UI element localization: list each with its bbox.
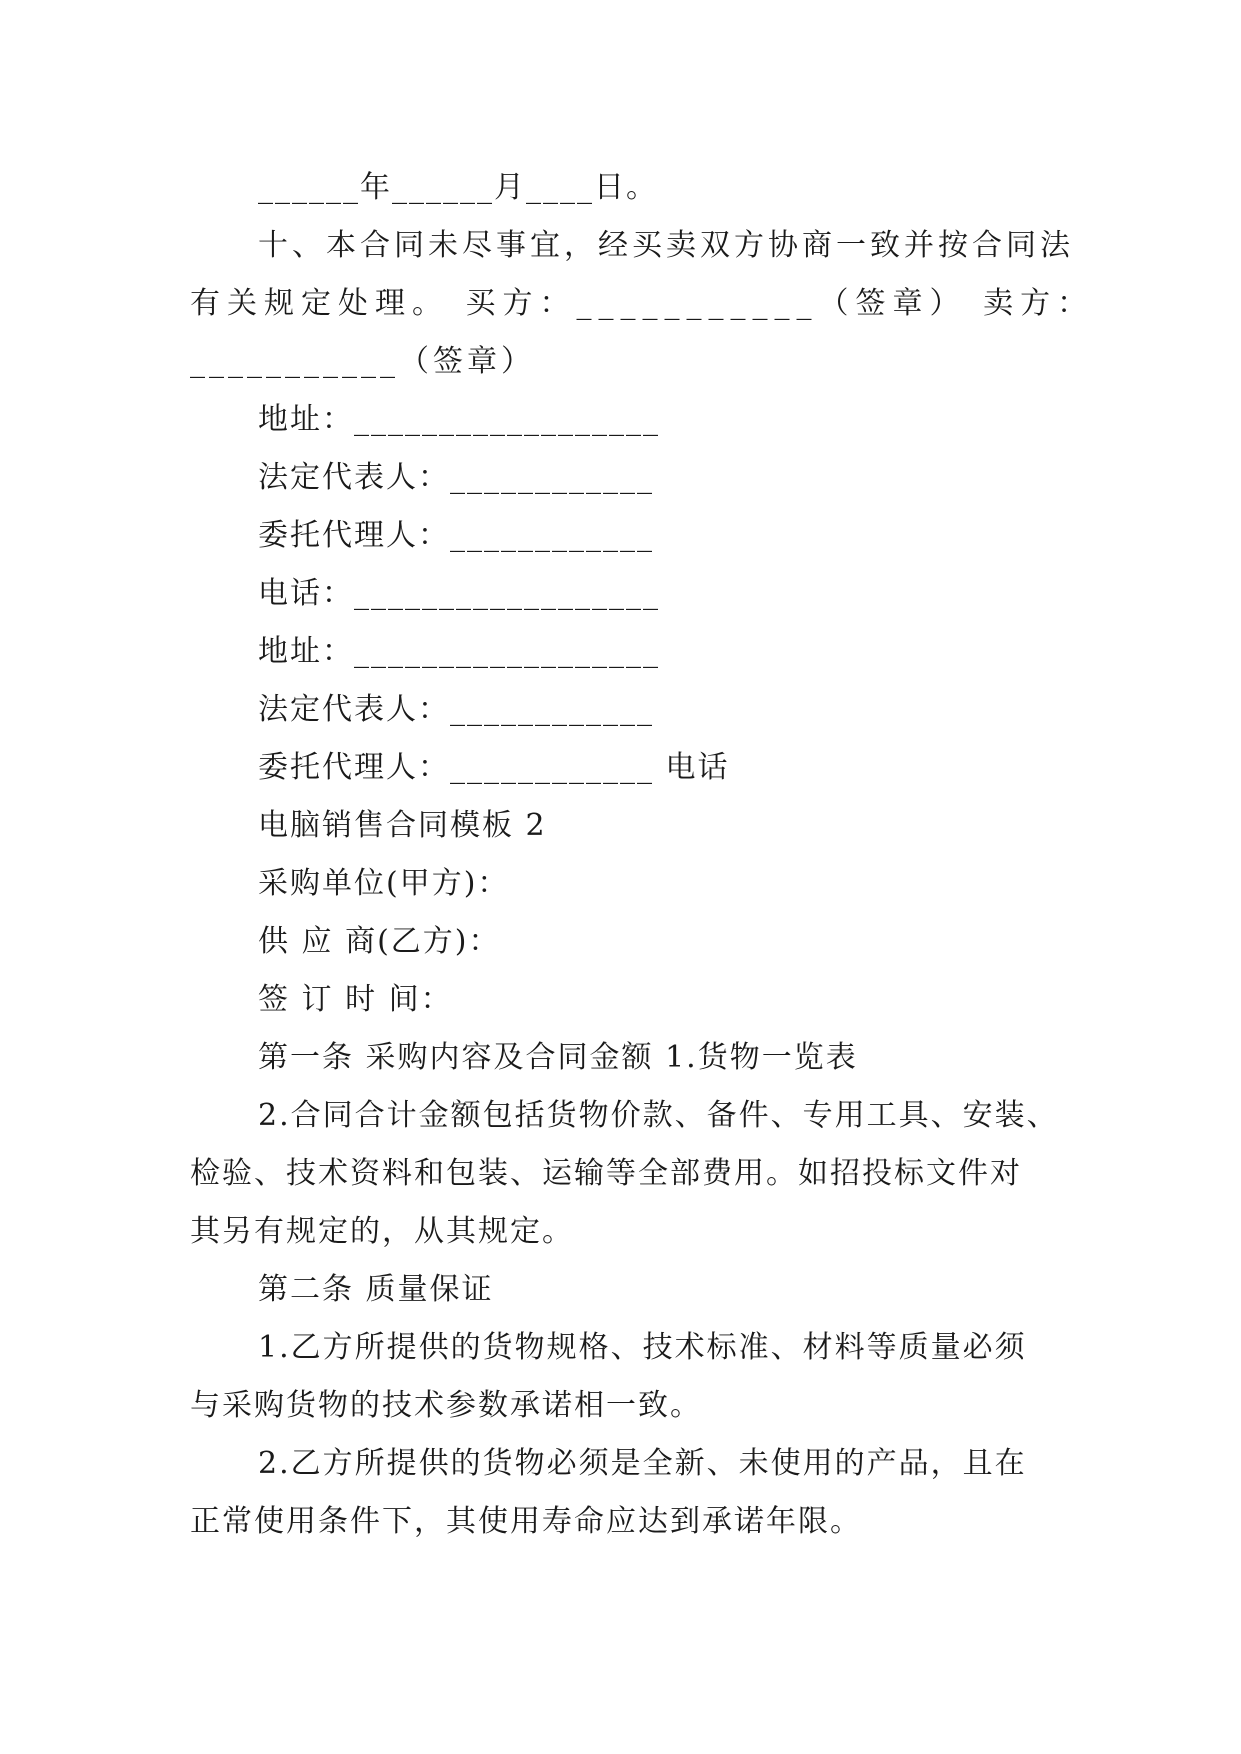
buyer-agent-field: 委托代理人：____________ [258,518,654,553]
article-two-heading: 第二条 质量保证 [258,1272,494,1307]
buyer-legal-representative-field: 法定代表人：____________ [258,460,654,495]
article-one-item-two: 2.合同合计金额包括货物价款、备件、专用工具、安装、 [258,1098,1059,1133]
article-two-item-two-continued: 正常使用条件下，其使用寿命应达到承诺年限。 [190,1504,862,1539]
article-two-item-one: 1.乙方所提供的货物规格、技术标准、材料等质量必须 [258,1330,1027,1365]
seller-address-field: 地址：__________________ [258,634,660,669]
seller-legal-representative-field: 法定代表人：____________ [258,692,654,727]
template-title: 电脑销售合同模板 2 [258,808,547,843]
article-one-item-two-continued: 检验、技术资料和包装、运输等全部费用。如招投标文件对 [190,1156,1022,1191]
date-line: ______年______月____日。 [258,170,658,205]
article-two-item-one-continued: 与采购货物的技术参数承诺相一致。 [190,1388,702,1423]
clause-ten-signature-text: 有关规定处理。 买方：___________（签章） 卖方： [190,286,1095,321]
supplier-party-field: 供 应 商(乙方)： [258,924,501,959]
purchaser-party-field: 采购单位(甲方)： [258,866,510,901]
seller-agent-phone-field: 委托代理人：____________ 电话 [258,750,730,785]
signing-time-field: 签 订 时 间： [258,982,453,1017]
clause-ten-text: 十、本合同未尽事宜，经买卖双方协商一致并按合同法 [258,228,1074,263]
article-one-item-two-end: 其另有规定的，从其规定。 [190,1214,574,1249]
article-two-item-two: 2.乙方所提供的货物必须是全新、未使用的产品，且在 [258,1446,1027,1481]
article-one-heading: 第一条 采购内容及合同金额 1.货物一览表 [258,1040,858,1075]
seller-signature-line: ___________（签章） [190,344,535,379]
buyer-address-field: 地址：__________________ [258,402,660,437]
buyer-phone-field: 电话：__________________ [258,576,660,611]
